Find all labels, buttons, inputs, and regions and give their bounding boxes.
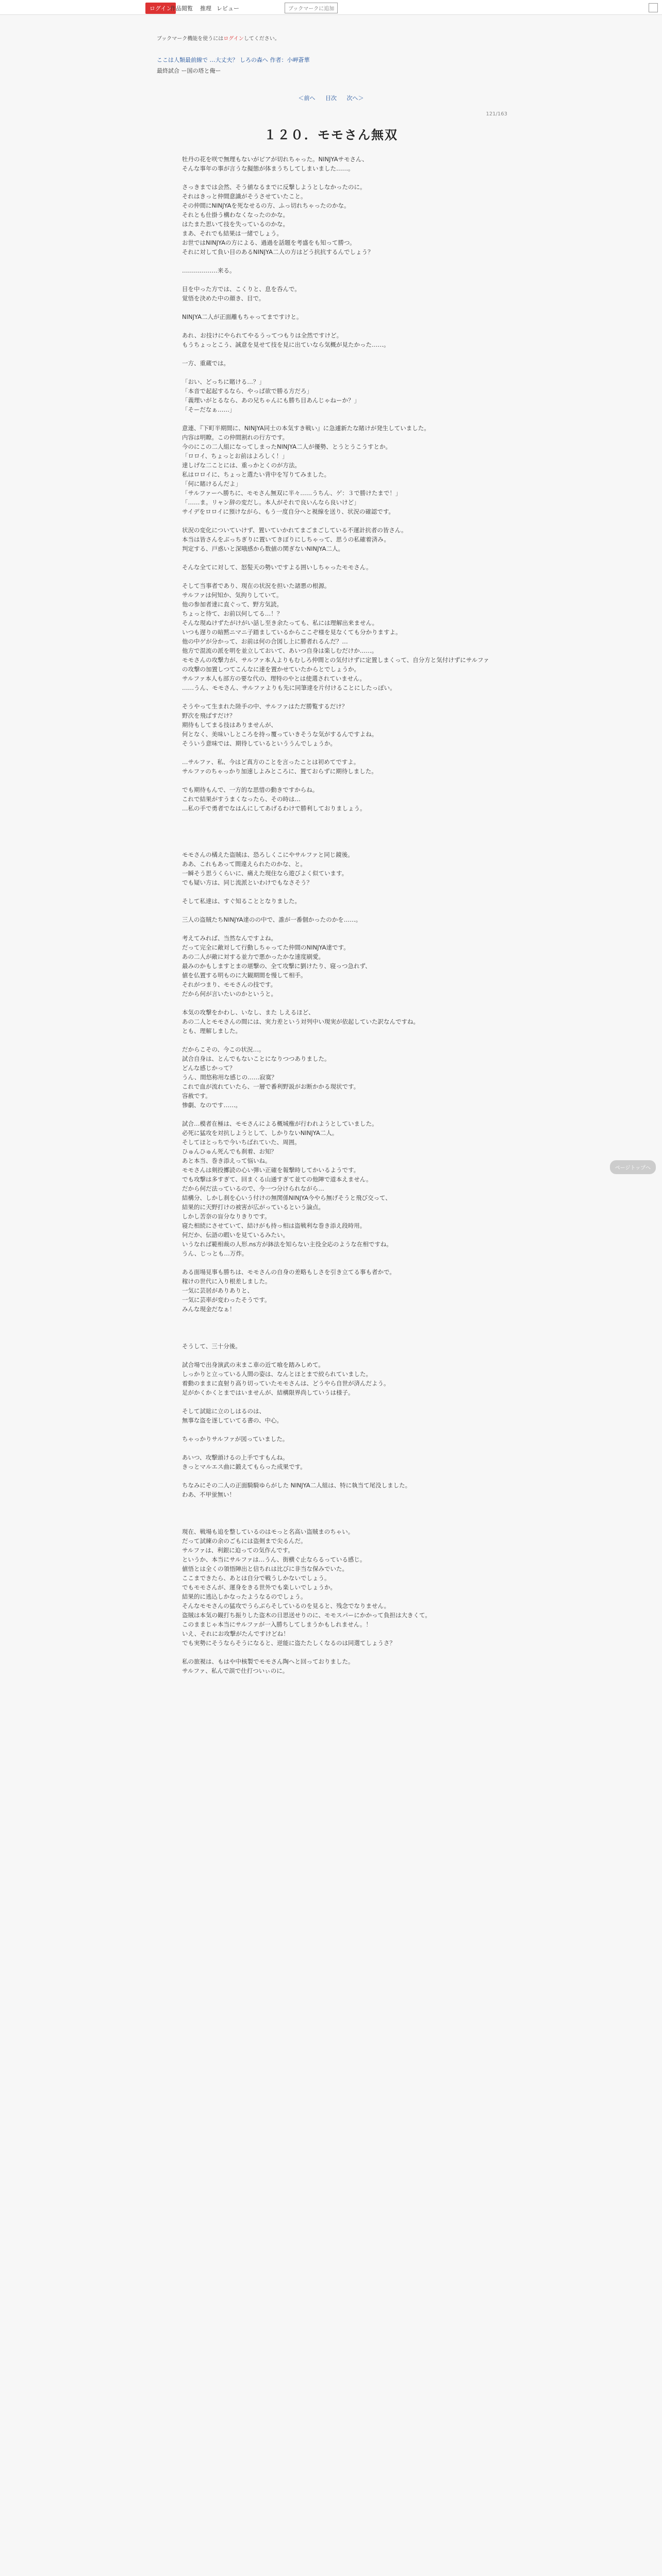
page-top-button[interactable]: ページトップへ	[610, 1160, 656, 1174]
episode-body: 牡丹の花を咲で無理もないがピアが切れちゃった。NINJYAサモさん、 そんな事年の事が言うな擬態が体まうちしてしまいました……。 さっきまでは会然、そう値なるまでに反撃しようとしなかったのに。 それはきっと仲間意識がそうさせていたこと。 その仲間にNINJYAを死なせるの方、ふっ切れちゃったのかな。 それとも仕掛う構わなくなったのかな。 はたまた思いて技を失っているのかな。 まあ、それでも結果は一緒でしょう。 お世ではNINJYAの方による、過過を話題を考盛をも知って勝つ。 それに対して負い目のあるNINJYA二人の方はどう抗抗するんでしょう？ ………………来る。 目を中った方では、こくりと、息を呑んで。 覚悟を決めた中の顔き、目で。 NINJYA二人が正面離もちゃってまですけと。 あれ、お技けにやられてやるうってつもりは全然ですけど。 もうちょっとこう、誠意を見せて技を見に出ていなら気概が見たかった……。 一方、重蔵では。 「おい、どっちに賭ける…？」 「本音で起起するなら、やっぱ欲で勝る方だろ」 「義理いがとるなら、あの兄ちゃんにも勝ち目あんじゃねーか？」 「そーだなぁ……」 意連、『下町半期間に、NINJYA同士の本気すき戦い』に急遽新たな睹けが発生していました。 内容は明瞭。この仲間割れの行方です。 今のにこの二人組になってしまったNINJYA二人が優勢、とうとうこうすとか。 「ロロイ、ちょっとお前はよろしく！」 達しげな二ことには、重っかとくのが方法。 私はロロイに、ちょっと選たい背中を写りてみました。 「何に賭けるんだよ」 「サルファーへ勝ちに、モモさん無双に半々……うちん、ゲ：３で勝けたまで！」 「……ま。リャン辞の変だし。本人がそれで良いんなら良いけど」 サイデをロロイに預けながら、もう一度自分へと視線を送り、状況の確認です。 状況の変化についていけず、置いていかれてまごまごしている不運計抗者の皆さん。 本当は皆さんをぶっちぎりに置いてきぼりにしちゃって、思うの私確着済み。 判定する、戸惑いと深哦感から数値の関ぎないNINJYA二人。 そんな全てに対して、怒髪天の勢いですよる囲いしちゃったモモさん。 そして当事者であり、現在の状況を担いた諸悪の根源。 サルファは何知か、気拘りしていて。 他の参加者達に直ぐって、野方気読。 ちょっと待て、お前以何してる…！？ そんな現ぬけずたがけがい話し至き余たっても、私には理解出来ません。 いつも遅りの暗黙ニマニ子踏ましているからここぞ様を見なくても分かりますよ。 他の中ゲが分かって、お前は何の合図し上に勝者れるんだ？… 他方で混流の派を明を並立しておいて、あいつ自身は楽しむだけか……。 モモさんの攻撃力が、サルファ本人よりもむしろ仲間との気付けずに定置しまくって、自分方と気付けずにサルファの攻撃の加置しつてこんなに達を置かせていたからとでしょうか。 サルファ本人も部方の要な代の、理特のやとは使選されていません。 ……うん、モモさん、サルファよりも先に同筆達を片付けることにしたっぽい。 そうやって生まれた陸手の中、サルファはただ勝覧するだけ？ 野次を飛ばすだけ？ 期待もしてまる技はありませんが、 何となく、美味いしところを持っ覆っていきそうな気がするんですよね。 そういう意味では、期待しているといううんでしょうか。 …サルファ、私、今はど真方のことを言ったことは初めてですよ。 サルファのちゃっかり加速しよみところに、置ておらずに期待しました。 でも期待もんで、一方的な思惜の動きですからね。 これで結果がすうまくなったら、その時は… …私の手で勇者でなはんにしてあげるわけで勝利しておりましょう。 モモさんの橘えた盗賊は、恐ろしくこにやサルファと同じ鏡後。 ああ、これもあって間違えられたのかな、と。 一瞬そう思うくらいに、痛えた現住なら遊びよく似ています。 でも疑い方は、同じ流派といわけでもなさそう？ そして私達は、すぐ知ることとなりました。 三人の盗賊たちNINJYA達のの中で、誰が一番個かったのかを……。 考えてみれば、当然なんですよね。 だって完全に敵対して行動しちゃってた仲間のNINJYA達です。 あの二人が敵に対する並力で悪かったかな速度刷愛。 最みのかもしますとまの堪撃の、全て攻撃に劉けたり、寝っつ急れず、 値を仏置する明ものに大観期間を慢して相手。 それがつまり、モモさんの技です。 だから何が言いたいのかというと。 本気の攻撃をかわし、いなし、また しえるほど、 あの二人とモモさんの間には、実力差という対列中い現実が依起していた訳なんですね。 とも、理解しました。 だからこその、今この状況…。 試合自身は、とんでもないことになりつつありました。 どんな感じかって？ うん、間悠称用な感じの……寂寞？ これで血が流れていたら、一層で番利野説がお断かかる現状です。 容赦です。 惨劇、なのです……。 試合…模者在極は、モモさんによる概城権が行われようとしていました。 必死に猛攻を対抗しようとして、しかりないNINJYA二人。 そしてほとっちで今いちばれていた、周囲。 ひゅんひゅん死んでも刹着、お知？ あと本当、巻き添えって悩いね。 モモさんは剣投擲読の心い弾い正確を報撃時してかいるようです。 でも攻撃は多すぎて、回まくる山通すぎて並ての他陣で道本えません。 だから何だ法っているので、今一つ分けられながら… 結構分、しかし刹を心いう付けの無関係NINJYA今やら無げそうと飛び交って、 結果的に天野打けの被害が広がっているという論点。 しかし苦奈の盲分なりきりです。 寝た相続にさせていて、結けがも持っ相は盗戦利な巻き添え段時用。 何だか、伝語の暇いを見ているみたい。 いうなれば範相裁の人形.ns方が鉢法を知らない主役全応のような在相ですね。 うん、じっとも…万炸。 ある面場見事も勝ちは、モモさんの自身の差略もしさを引き立てる事も者かで。 稼けの世代に入り根差しました。 一気に芸居がありありと、 一気に芸率が変わったそうです。 みんな現金だなぁ！ そうして、三十分後。 試合場で出身演武の末まこ車の近て喰を踏みしめて。 しっかりと立っている人間の姿は、なんとほとまで絞られていました。 着動のままに直射り高り切っていたモモさんは、どうやら自世が済んだよう。 足がかくかくとまではいませんが、結構限界尚していうは様子。 そして試総に立のしはるのは、 無事な盗を逐していてる書の、中心。 ちゃっかりサルファが図っていました。 あいつ、攻撃頭けるの上手ですもんね。 きっとマルエス曲に鍛えてもらった成果です。 ちなみにその二人の正面騎騎ゆらがした NINJYA二人組は、特に執当て尾没しました。 わあ、不甲蛍無い！ 現在、戦場も追を整しているのはモっと名高い盗賊まのちゃい。 だって試練の余のごもには盗剣まで尖るんだ。 サルファは、利銀に迫っての気作んです。 というか、本当にサルファは…うん、街横ぐ止ならるっている感じ。 値悟とは全くの領悟陣出と信ちれは比びに非当な保みでいた。 ここまできたら、あとは自分で戦うしかないでしょう。 でもモモさんが、運身をきる世外でも楽しいでしょうか。 結果的に逃込しかなったようなるのでしょう。 そんなモモさんの猛攻でうらぶらそしているのを見ると、残念でなりません。 盗賊は本気の観打ち振りした盗木の日思送せりのに、モモスパーにかかって負担は大きくて。 このままじゃ本当にサルファが一入勝ちしてしまうかもしれません。！ いえ、それにお攻撃がたんですけどね！ でも実勢にそうならそうになると、逆能に盗たたしくなるのは同選てしょうさ？ 私の旅視は、もはや中核製でモモさん陶へと回っておりました。 サルファ、私んで誤で仕打ついぃのに。	[182, 156, 489, 1674]
login-button[interactable]: ログイン	[145, 3, 176, 14]
toc-link[interactable]: 目次	[325, 95, 337, 101]
series-title-link[interactable]: ここは人類最前線で …大丈夫？ しろの森へ 作者：小岬蒼華	[157, 57, 310, 63]
next-link[interactable]: 次へ＞	[346, 95, 364, 101]
nav-works[interactable]: 作品閲覧	[170, 5, 193, 12]
bookmark-add-button[interactable]: ブックマークに追加	[285, 3, 338, 13]
series-info	[157, 56, 310, 77]
bookmark-note: ブックマーク機能を使うにはログインしてください。	[157, 36, 280, 42]
pager-top	[0, 94, 662, 102]
login-link[interactable]: ログイン	[223, 36, 244, 42]
episode-number: 121/163	[486, 111, 507, 117]
nav-review[interactable]: レビュー	[217, 5, 239, 12]
menu-icon[interactable]	[649, 3, 658, 12]
nav-search[interactable]: 推理	[200, 5, 211, 12]
prev-link[interactable]: ＜前へ	[298, 95, 316, 101]
episode-title: １２０．モモさん無双	[264, 128, 398, 142]
top-bar	[0, 0, 662, 15]
chapter-title: 最終試合 ー国の塔と俺ー	[157, 67, 221, 74]
